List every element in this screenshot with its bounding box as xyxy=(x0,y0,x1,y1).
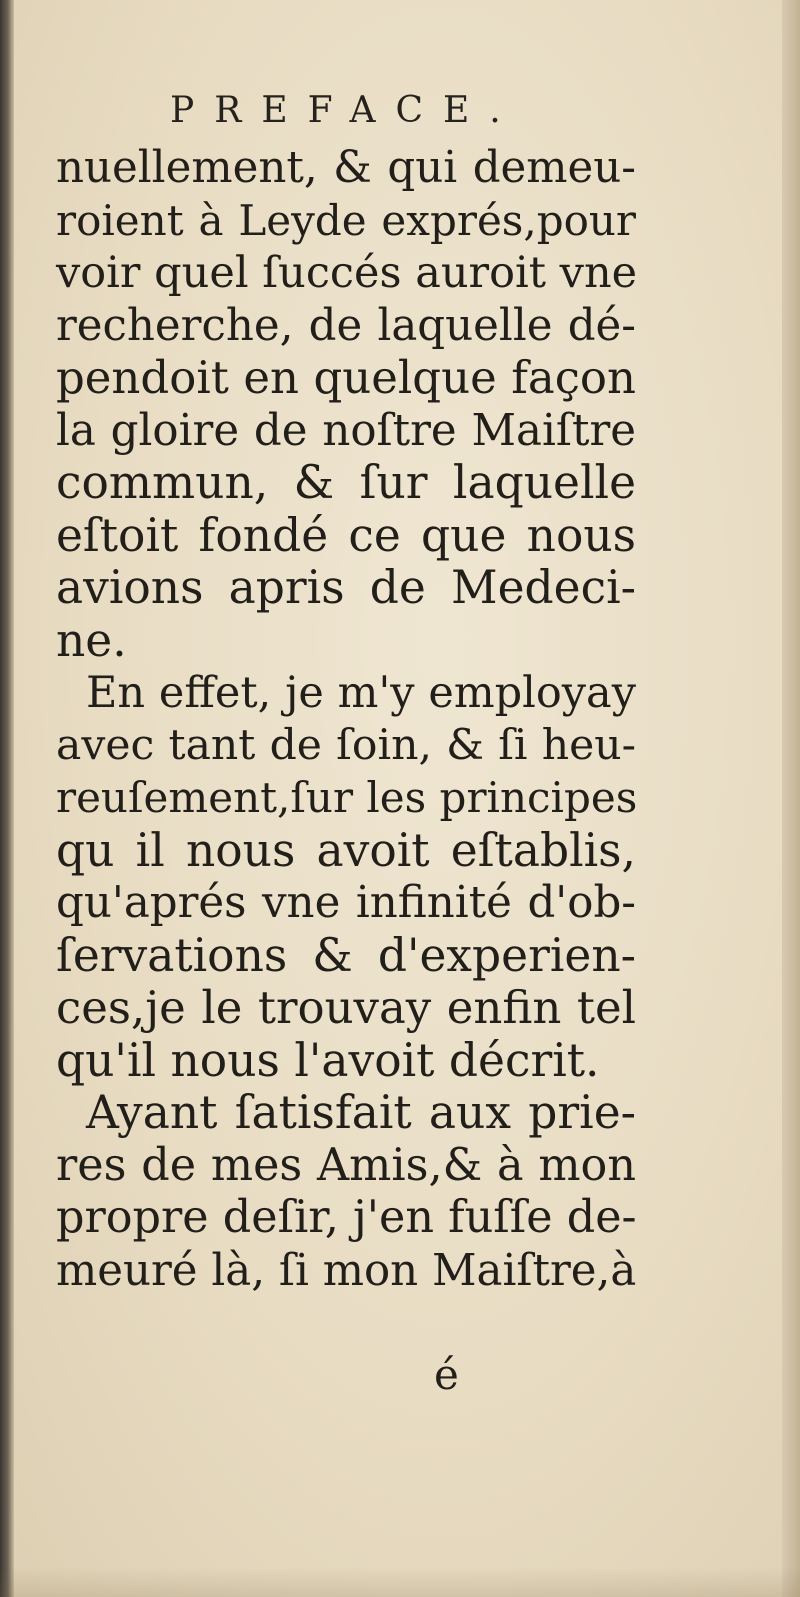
text-line: ne. xyxy=(56,613,127,667)
text-line: ces,je le trouvay enfin tel xyxy=(56,981,636,1034)
text-line: roient à Leyde exprés,pour xyxy=(56,195,636,245)
text-line: avec tant de ſoin, & ſi heu- xyxy=(56,720,636,770)
text-line: qu'aprés vne infinité d'ob- xyxy=(56,878,636,928)
text-line: En effet, je m'y employay xyxy=(86,668,636,718)
text-line: commun, & ſur laquelle xyxy=(56,456,636,509)
text-line: Ayant ſatisfait aux prie- xyxy=(86,1086,636,1139)
text-line: qu il nous avoit eſtablis, xyxy=(56,823,636,877)
text-line: propre deſir, j'en fuſſe de- xyxy=(56,1192,637,1243)
text-line: qu'il nous l'avoit décrit. xyxy=(56,1033,600,1087)
book-spine xyxy=(0,0,14,1597)
running-header: PREFACE. xyxy=(170,90,521,131)
text-line: eſtoit fondé ce que nous xyxy=(56,508,636,562)
catchword: é xyxy=(434,1350,459,1399)
text-line: la gloire de noſtre Maiſtre xyxy=(56,405,636,456)
page-bottom-shadow xyxy=(0,1567,800,1597)
text-line: recherche, de laquelle dé- xyxy=(56,300,636,351)
text-line: res de mes Amis,& à mon xyxy=(56,1139,636,1191)
text-line: pendoit en quelque façon xyxy=(56,351,636,404)
text-line: avions apris de Medeci- xyxy=(56,561,636,614)
page-edge xyxy=(782,0,800,1597)
text-line: ſervations & d'experien- xyxy=(56,928,636,982)
text-line: nuellement, & qui demeu- xyxy=(56,143,636,193)
text-line: reuſement,ſur les principes xyxy=(56,773,638,822)
text-line: voir quel ſuccés auroit vne xyxy=(56,248,638,298)
body-text xyxy=(56,142,636,1297)
text-line: meuré là, ſi mon Maiſtre,à xyxy=(56,1245,637,1296)
